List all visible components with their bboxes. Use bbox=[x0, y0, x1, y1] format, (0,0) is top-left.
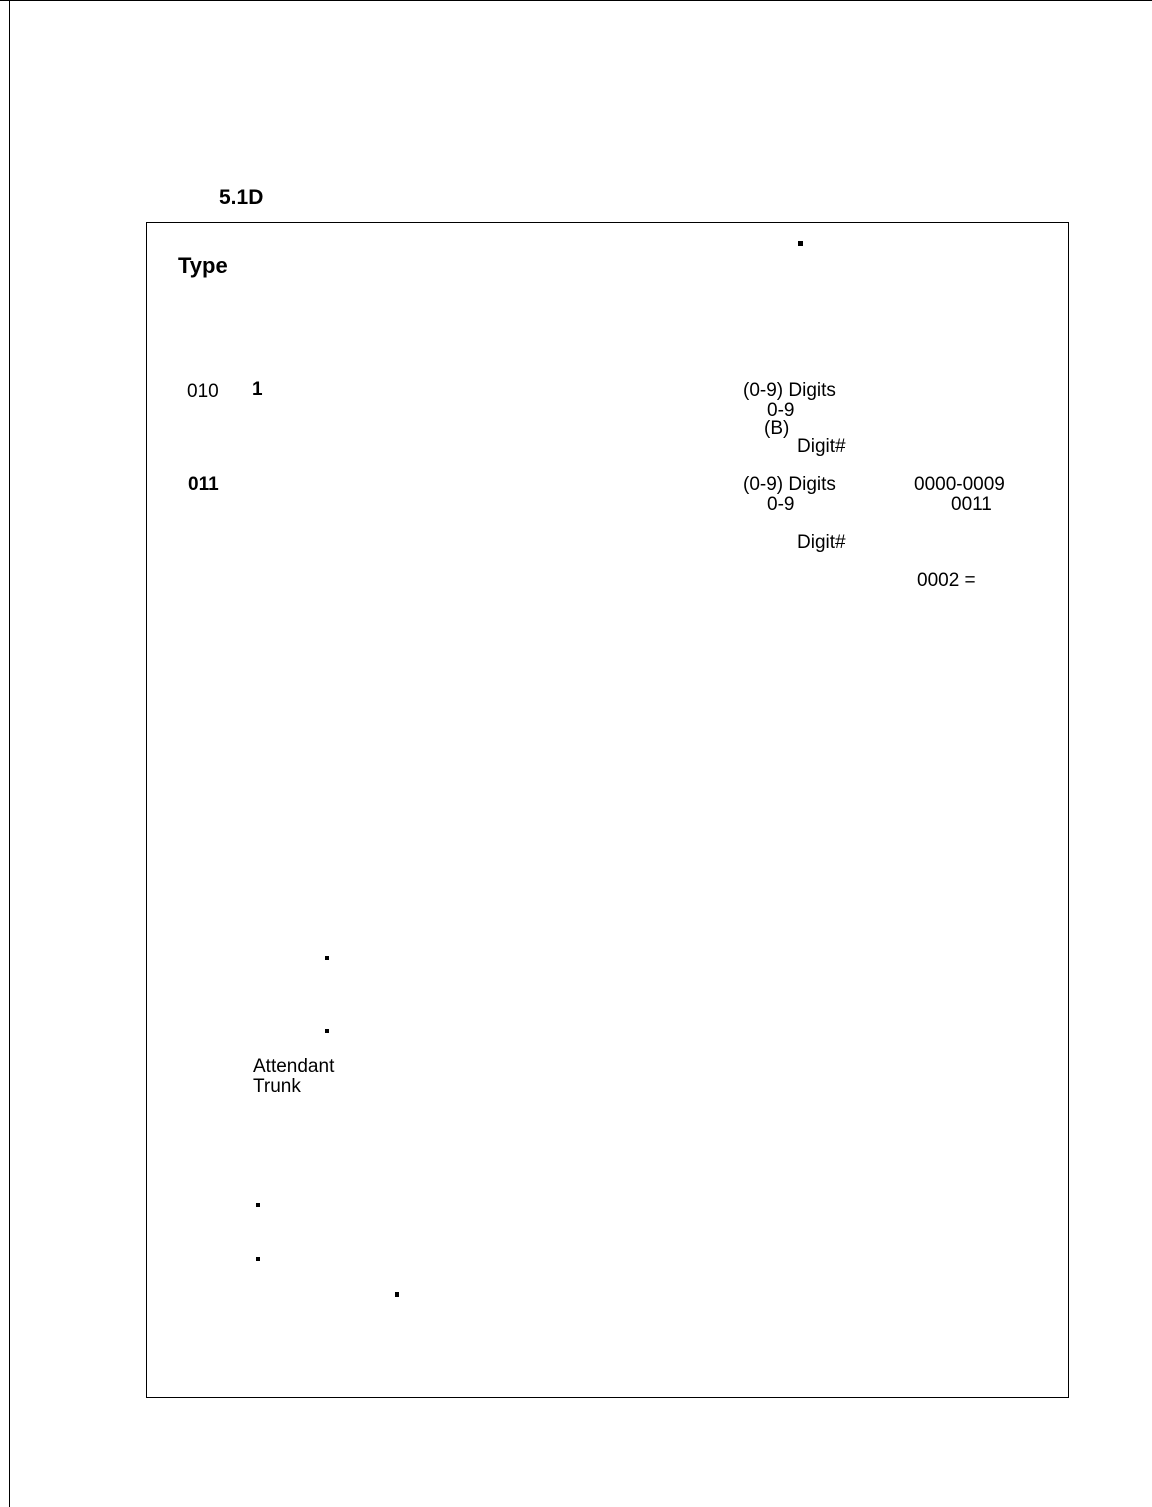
label-trunk: Trunk bbox=[253, 1076, 301, 1097]
row-code-011: 011 bbox=[188, 474, 219, 495]
row-range-line-3: (B) bbox=[764, 418, 790, 439]
speck-mark bbox=[798, 241, 803, 246]
bullet-mark bbox=[256, 1203, 260, 1207]
bullet-mark bbox=[256, 1257, 260, 1261]
label-attendant: Attendant bbox=[253, 1056, 335, 1077]
row-range-line-1: (0-9) Digits bbox=[743, 380, 836, 401]
row-note: 0002 = bbox=[917, 570, 976, 591]
row-range-line-4: Digit# bbox=[797, 436, 846, 457]
row-code-010: 010 bbox=[187, 381, 219, 402]
row-code-single: 0011 bbox=[951, 494, 992, 515]
bullet-mark bbox=[325, 1029, 329, 1033]
page-top-rule bbox=[0, 0, 1152, 1]
table-frame bbox=[146, 222, 1069, 1398]
section-number: 5.1D bbox=[219, 186, 264, 209]
row-range-line-1: (0-9) Digits bbox=[743, 474, 836, 495]
row-code-range: 0000-0009 bbox=[914, 474, 1005, 495]
bullet-mark bbox=[325, 956, 329, 960]
row-value-010: 1 bbox=[252, 379, 263, 400]
row-range-line-2: 0-9 bbox=[767, 494, 795, 515]
bullet-mark bbox=[395, 1292, 399, 1297]
row-range-line-2: 0-9 bbox=[767, 400, 795, 421]
page-left-rule bbox=[9, 0, 10, 1507]
row-range-line-3: Digit# bbox=[797, 532, 846, 553]
column-header-type: Type bbox=[178, 253, 228, 278]
